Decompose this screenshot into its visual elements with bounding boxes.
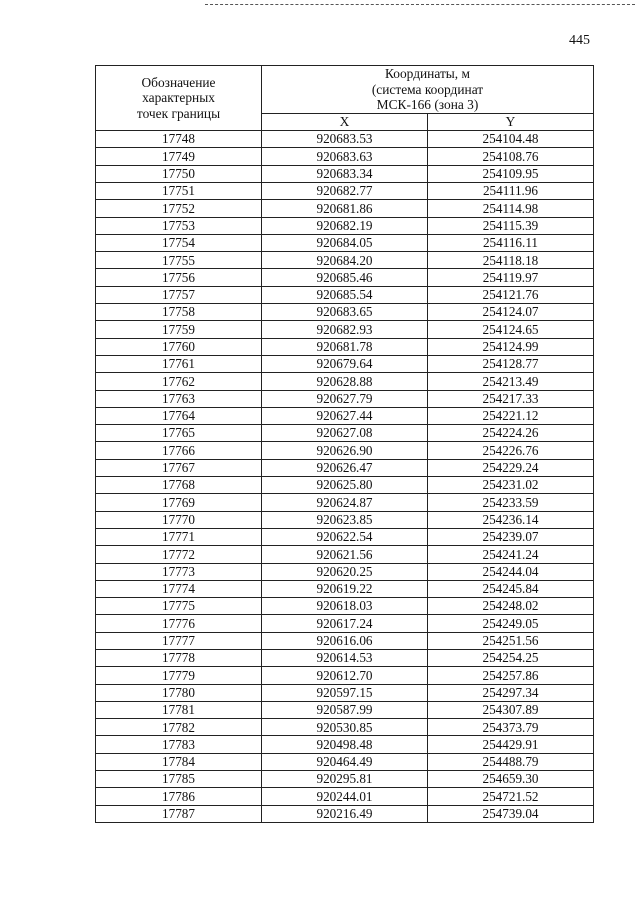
y-coordinate-cell: 254124.99 bbox=[428, 338, 594, 355]
page-number: 445 bbox=[569, 33, 590, 48]
table-row bbox=[96, 805, 594, 822]
y-coordinate-cell: 254221.12 bbox=[428, 407, 594, 424]
point-id-cell: 17758 bbox=[96, 304, 262, 321]
y-coordinate-cell: 254115.39 bbox=[428, 217, 594, 234]
y-coordinate-cell: 254226.76 bbox=[428, 442, 594, 459]
point-id-cell: 17772 bbox=[96, 546, 262, 563]
x-coordinate-cell: 920244.01 bbox=[262, 788, 428, 805]
y-coordinate-cell: 254108.76 bbox=[428, 148, 594, 165]
table-row bbox=[96, 649, 594, 666]
x-coordinate-cell: 920683.65 bbox=[262, 304, 428, 321]
x-coordinate-cell: 920682.19 bbox=[262, 217, 428, 234]
x-coordinate-cell: 920618.03 bbox=[262, 598, 428, 615]
point-id-cell: 17785 bbox=[96, 771, 262, 788]
table-row bbox=[96, 667, 594, 684]
y-coordinate-cell: 254236.14 bbox=[428, 511, 594, 528]
table-header-row bbox=[96, 66, 594, 114]
table-row bbox=[96, 321, 594, 338]
y-coordinate-cell: 254488.79 bbox=[428, 753, 594, 770]
y-coordinate-cell: 254739.04 bbox=[428, 805, 594, 822]
table-row bbox=[96, 598, 594, 615]
point-id-cell: 17762 bbox=[96, 373, 262, 390]
y-coordinate-cell: 254244.04 bbox=[428, 563, 594, 580]
x-coordinate-cell: 920685.46 bbox=[262, 269, 428, 286]
table-row bbox=[96, 286, 594, 303]
point-id-cell: 17776 bbox=[96, 615, 262, 632]
table-row bbox=[96, 615, 594, 632]
table-row bbox=[96, 304, 594, 321]
y-coordinate-cell: 254111.96 bbox=[428, 182, 594, 199]
x-coordinate-cell: 920587.99 bbox=[262, 701, 428, 718]
point-id-cell: 17775 bbox=[96, 598, 262, 615]
point-id-cell: 17787 bbox=[96, 805, 262, 822]
y-coordinate-cell: 254241.24 bbox=[428, 546, 594, 563]
table-row bbox=[96, 477, 594, 494]
point-id-cell: 17765 bbox=[96, 425, 262, 442]
table-row bbox=[96, 234, 594, 251]
table-body bbox=[96, 131, 594, 823]
table-row bbox=[96, 165, 594, 182]
x-coordinate-cell: 920619.22 bbox=[262, 580, 428, 597]
y-coordinate-cell: 254249.05 bbox=[428, 615, 594, 632]
y-coordinate-cell: 254231.02 bbox=[428, 477, 594, 494]
point-id-cell: 17781 bbox=[96, 701, 262, 718]
y-coordinate-cell: 254659.30 bbox=[428, 771, 594, 788]
y-coordinate-cell: 254297.34 bbox=[428, 684, 594, 701]
point-id-cell: 17770 bbox=[96, 511, 262, 528]
point-id-cell: 17761 bbox=[96, 355, 262, 372]
point-id-cell: 17753 bbox=[96, 217, 262, 234]
x-coordinate-cell: 920682.93 bbox=[262, 321, 428, 338]
table-row bbox=[96, 753, 594, 770]
point-id-cell: 17764 bbox=[96, 407, 262, 424]
points-column-header bbox=[96, 66, 262, 131]
point-id-cell: 17786 bbox=[96, 788, 262, 805]
point-id-cell: 17752 bbox=[96, 200, 262, 217]
y-coordinate-cell: 254217.33 bbox=[428, 390, 594, 407]
y-coordinate-cell: 254233.59 bbox=[428, 494, 594, 511]
table-row bbox=[96, 563, 594, 580]
y-coordinate-cell: 254124.07 bbox=[428, 304, 594, 321]
top-dashed-line bbox=[205, 4, 635, 7]
table-row bbox=[96, 148, 594, 165]
point-id-cell: 17766 bbox=[96, 442, 262, 459]
coords-header-line-3: МСК-166 (зона 3) bbox=[376, 97, 479, 113]
y-coordinate-cell: 254721.52 bbox=[428, 788, 594, 805]
x-coordinate-cell: 920617.24 bbox=[262, 615, 428, 632]
point-id-cell: 17773 bbox=[96, 563, 262, 580]
x-coordinate-cell: 920597.15 bbox=[262, 684, 428, 701]
table-row bbox=[96, 182, 594, 199]
y-coordinate-cell: 254257.86 bbox=[428, 667, 594, 684]
point-id-cell: 17748 bbox=[96, 131, 262, 148]
x-coordinate-cell: 920679.64 bbox=[262, 355, 428, 372]
y-coordinate-cell: 254109.95 bbox=[428, 165, 594, 182]
y-coordinate-cell: 254429.91 bbox=[428, 736, 594, 753]
y-coordinate-cell: 254121.76 bbox=[428, 286, 594, 303]
y-coordinate-cell: 254124.65 bbox=[428, 321, 594, 338]
x-coordinate-cell: 920624.87 bbox=[262, 494, 428, 511]
x-column-header: X bbox=[262, 113, 428, 130]
x-coordinate-cell: 920683.53 bbox=[262, 131, 428, 148]
point-id-cell: 17749 bbox=[96, 148, 262, 165]
points-header-line-3: точек границы bbox=[136, 105, 221, 121]
y-coordinate-cell: 254307.89 bbox=[428, 701, 594, 718]
y-coordinate-cell: 254248.02 bbox=[428, 598, 594, 615]
x-coordinate-cell: 920628.88 bbox=[262, 373, 428, 390]
y-coordinate-cell: 254114.98 bbox=[428, 200, 594, 217]
x-coordinate-cell: 920614.53 bbox=[262, 649, 428, 666]
point-id-cell: 17774 bbox=[96, 580, 262, 597]
coordinates-table bbox=[95, 65, 594, 823]
table-row bbox=[96, 632, 594, 649]
x-coordinate-cell: 920623.85 bbox=[262, 511, 428, 528]
point-id-cell: 17760 bbox=[96, 338, 262, 355]
table-row bbox=[96, 442, 594, 459]
y-coordinate-cell: 254224.26 bbox=[428, 425, 594, 442]
x-coordinate-cell: 920620.25 bbox=[262, 563, 428, 580]
x-coordinate-cell: 920216.49 bbox=[262, 805, 428, 822]
table-row bbox=[96, 511, 594, 528]
y-coordinate-cell: 254229.24 bbox=[428, 459, 594, 476]
x-coordinate-cell: 920684.05 bbox=[262, 234, 428, 251]
point-id-cell: 17779 bbox=[96, 667, 262, 684]
point-id-cell: 17782 bbox=[96, 719, 262, 736]
y-coordinate-cell: 254251.56 bbox=[428, 632, 594, 649]
coords-header-line-1: Координаты, м bbox=[385, 66, 470, 81]
y-coordinate-cell: 254118.18 bbox=[428, 252, 594, 269]
point-id-cell: 17757 bbox=[96, 286, 262, 303]
y-column-header: Y bbox=[428, 113, 594, 130]
x-coordinate-cell: 920498.48 bbox=[262, 736, 428, 753]
point-id-cell: 17755 bbox=[96, 252, 262, 269]
x-coordinate-cell: 920682.77 bbox=[262, 182, 428, 199]
table-row bbox=[96, 338, 594, 355]
x-coordinate-cell: 920627.08 bbox=[262, 425, 428, 442]
x-coordinate-cell: 920625.80 bbox=[262, 477, 428, 494]
y-coordinate-cell: 254245.84 bbox=[428, 580, 594, 597]
y-coordinate-cell: 254239.07 bbox=[428, 528, 594, 545]
x-coordinate-cell: 920622.54 bbox=[262, 528, 428, 545]
table-row bbox=[96, 252, 594, 269]
table-row bbox=[96, 355, 594, 372]
y-coordinate-cell: 254213.49 bbox=[428, 373, 594, 390]
table-row bbox=[96, 373, 594, 390]
point-id-cell: 17756 bbox=[96, 269, 262, 286]
point-id-cell: 17751 bbox=[96, 182, 262, 199]
x-coordinate-cell: 920626.47 bbox=[262, 459, 428, 476]
x-coordinate-cell: 920530.85 bbox=[262, 719, 428, 736]
points-header-line-2: характерных bbox=[142, 90, 215, 106]
table-row bbox=[96, 788, 594, 805]
y-coordinate-cell: 254116.11 bbox=[428, 234, 594, 251]
point-id-cell: 17754 bbox=[96, 234, 262, 251]
x-coordinate-cell: 920627.44 bbox=[262, 407, 428, 424]
point-id-cell: 17759 bbox=[96, 321, 262, 338]
point-id-cell: 17771 bbox=[96, 528, 262, 545]
x-coordinate-cell: 920295.81 bbox=[262, 771, 428, 788]
table-row bbox=[96, 425, 594, 442]
coords-header-line-2: (система координат bbox=[371, 81, 484, 97]
point-id-cell: 17763 bbox=[96, 390, 262, 407]
x-coordinate-cell: 920616.06 bbox=[262, 632, 428, 649]
table-row bbox=[96, 546, 594, 563]
x-coordinate-cell: 920627.79 bbox=[262, 390, 428, 407]
y-coordinate-cell: 254373.79 bbox=[428, 719, 594, 736]
x-coordinate-cell: 920684.20 bbox=[262, 252, 428, 269]
point-id-cell: 17768 bbox=[96, 477, 262, 494]
x-coordinate-cell: 920626.90 bbox=[262, 442, 428, 459]
points-header-line-1: Обозначение bbox=[141, 74, 216, 90]
table-row bbox=[96, 580, 594, 597]
y-coordinate-cell: 254254.25 bbox=[428, 649, 594, 666]
y-coordinate-cell: 254119.97 bbox=[428, 269, 594, 286]
y-coordinate-cell: 254104.48 bbox=[428, 131, 594, 148]
point-id-cell: 17780 bbox=[96, 684, 262, 701]
y-coordinate-cell: 254128.77 bbox=[428, 355, 594, 372]
x-coordinate-cell: 920681.86 bbox=[262, 200, 428, 217]
table-row bbox=[96, 200, 594, 217]
table-row bbox=[96, 736, 594, 753]
point-id-cell: 17767 bbox=[96, 459, 262, 476]
point-id-cell: 17750 bbox=[96, 165, 262, 182]
point-id-cell: 17784 bbox=[96, 753, 262, 770]
x-coordinate-cell: 920621.56 bbox=[262, 546, 428, 563]
point-id-cell: 17777 bbox=[96, 632, 262, 649]
table-row bbox=[96, 494, 594, 511]
table-row bbox=[96, 528, 594, 545]
table-row bbox=[96, 459, 594, 476]
point-id-cell: 17778 bbox=[96, 649, 262, 666]
x-coordinate-cell: 920464.49 bbox=[262, 753, 428, 770]
table-row bbox=[96, 701, 594, 718]
x-coordinate-cell: 920612.70 bbox=[262, 667, 428, 684]
table-row bbox=[96, 131, 594, 148]
table-row bbox=[96, 407, 594, 424]
x-coordinate-cell: 920685.54 bbox=[262, 286, 428, 303]
table-row bbox=[96, 390, 594, 407]
table-row bbox=[96, 771, 594, 788]
x-coordinate-cell: 920683.34 bbox=[262, 165, 428, 182]
table-row bbox=[96, 217, 594, 234]
table-row bbox=[96, 684, 594, 701]
coordinates-column-header bbox=[262, 66, 594, 114]
point-id-cell: 17783 bbox=[96, 736, 262, 753]
point-id-cell: 17769 bbox=[96, 494, 262, 511]
table-row bbox=[96, 719, 594, 736]
x-coordinate-cell: 920683.63 bbox=[262, 148, 428, 165]
x-coordinate-cell: 920681.78 bbox=[262, 338, 428, 355]
table-row bbox=[96, 269, 594, 286]
